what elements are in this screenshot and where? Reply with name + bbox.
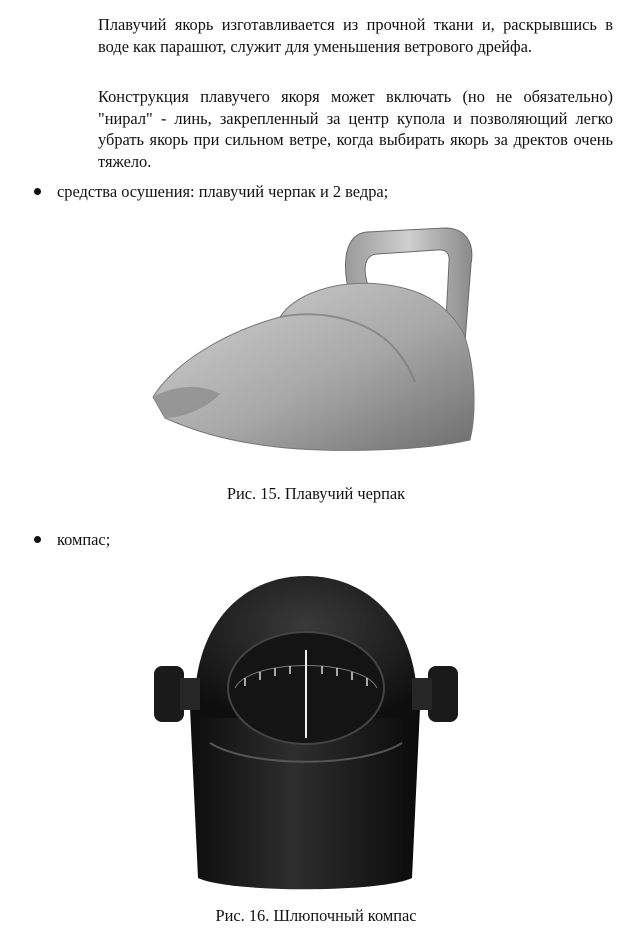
bullet-text: компас;: [57, 530, 111, 549]
paragraph-floating-anchor: Плавучий якорь изготавливается из прочной ткани и, раскрывшись в воде как парашют, служит для уменьшения ветрового дрейфа.: [98, 15, 613, 56]
bullet-item-compass: [34, 529, 110, 550]
figure-caption-compass: Рис. 16. Шлюпочный компас: [215, 906, 417, 925]
boat-compass-photo: [150, 568, 462, 898]
figure-caption-bailer: Рис. 15. Плавучий черпак: [226, 484, 406, 503]
bullet-text: средства осушения: плавучий черпак и 2 ведра;: [57, 182, 389, 201]
bailer-scoop-photo: [145, 222, 485, 462]
bullet-item-drainage: [34, 181, 388, 202]
paragraph-anchor-construction: Конструкция плавучего якоря может включать (но не обязательно) "нирал" - линь, закрепленный за центр купола и позволяющий легко убрать якорь при сильном ветре, когда выбирать якорь за дректов очень тяжело.: [98, 87, 613, 171]
bullet-dot-icon: [34, 188, 41, 195]
bullet-dot-icon: [34, 536, 41, 543]
